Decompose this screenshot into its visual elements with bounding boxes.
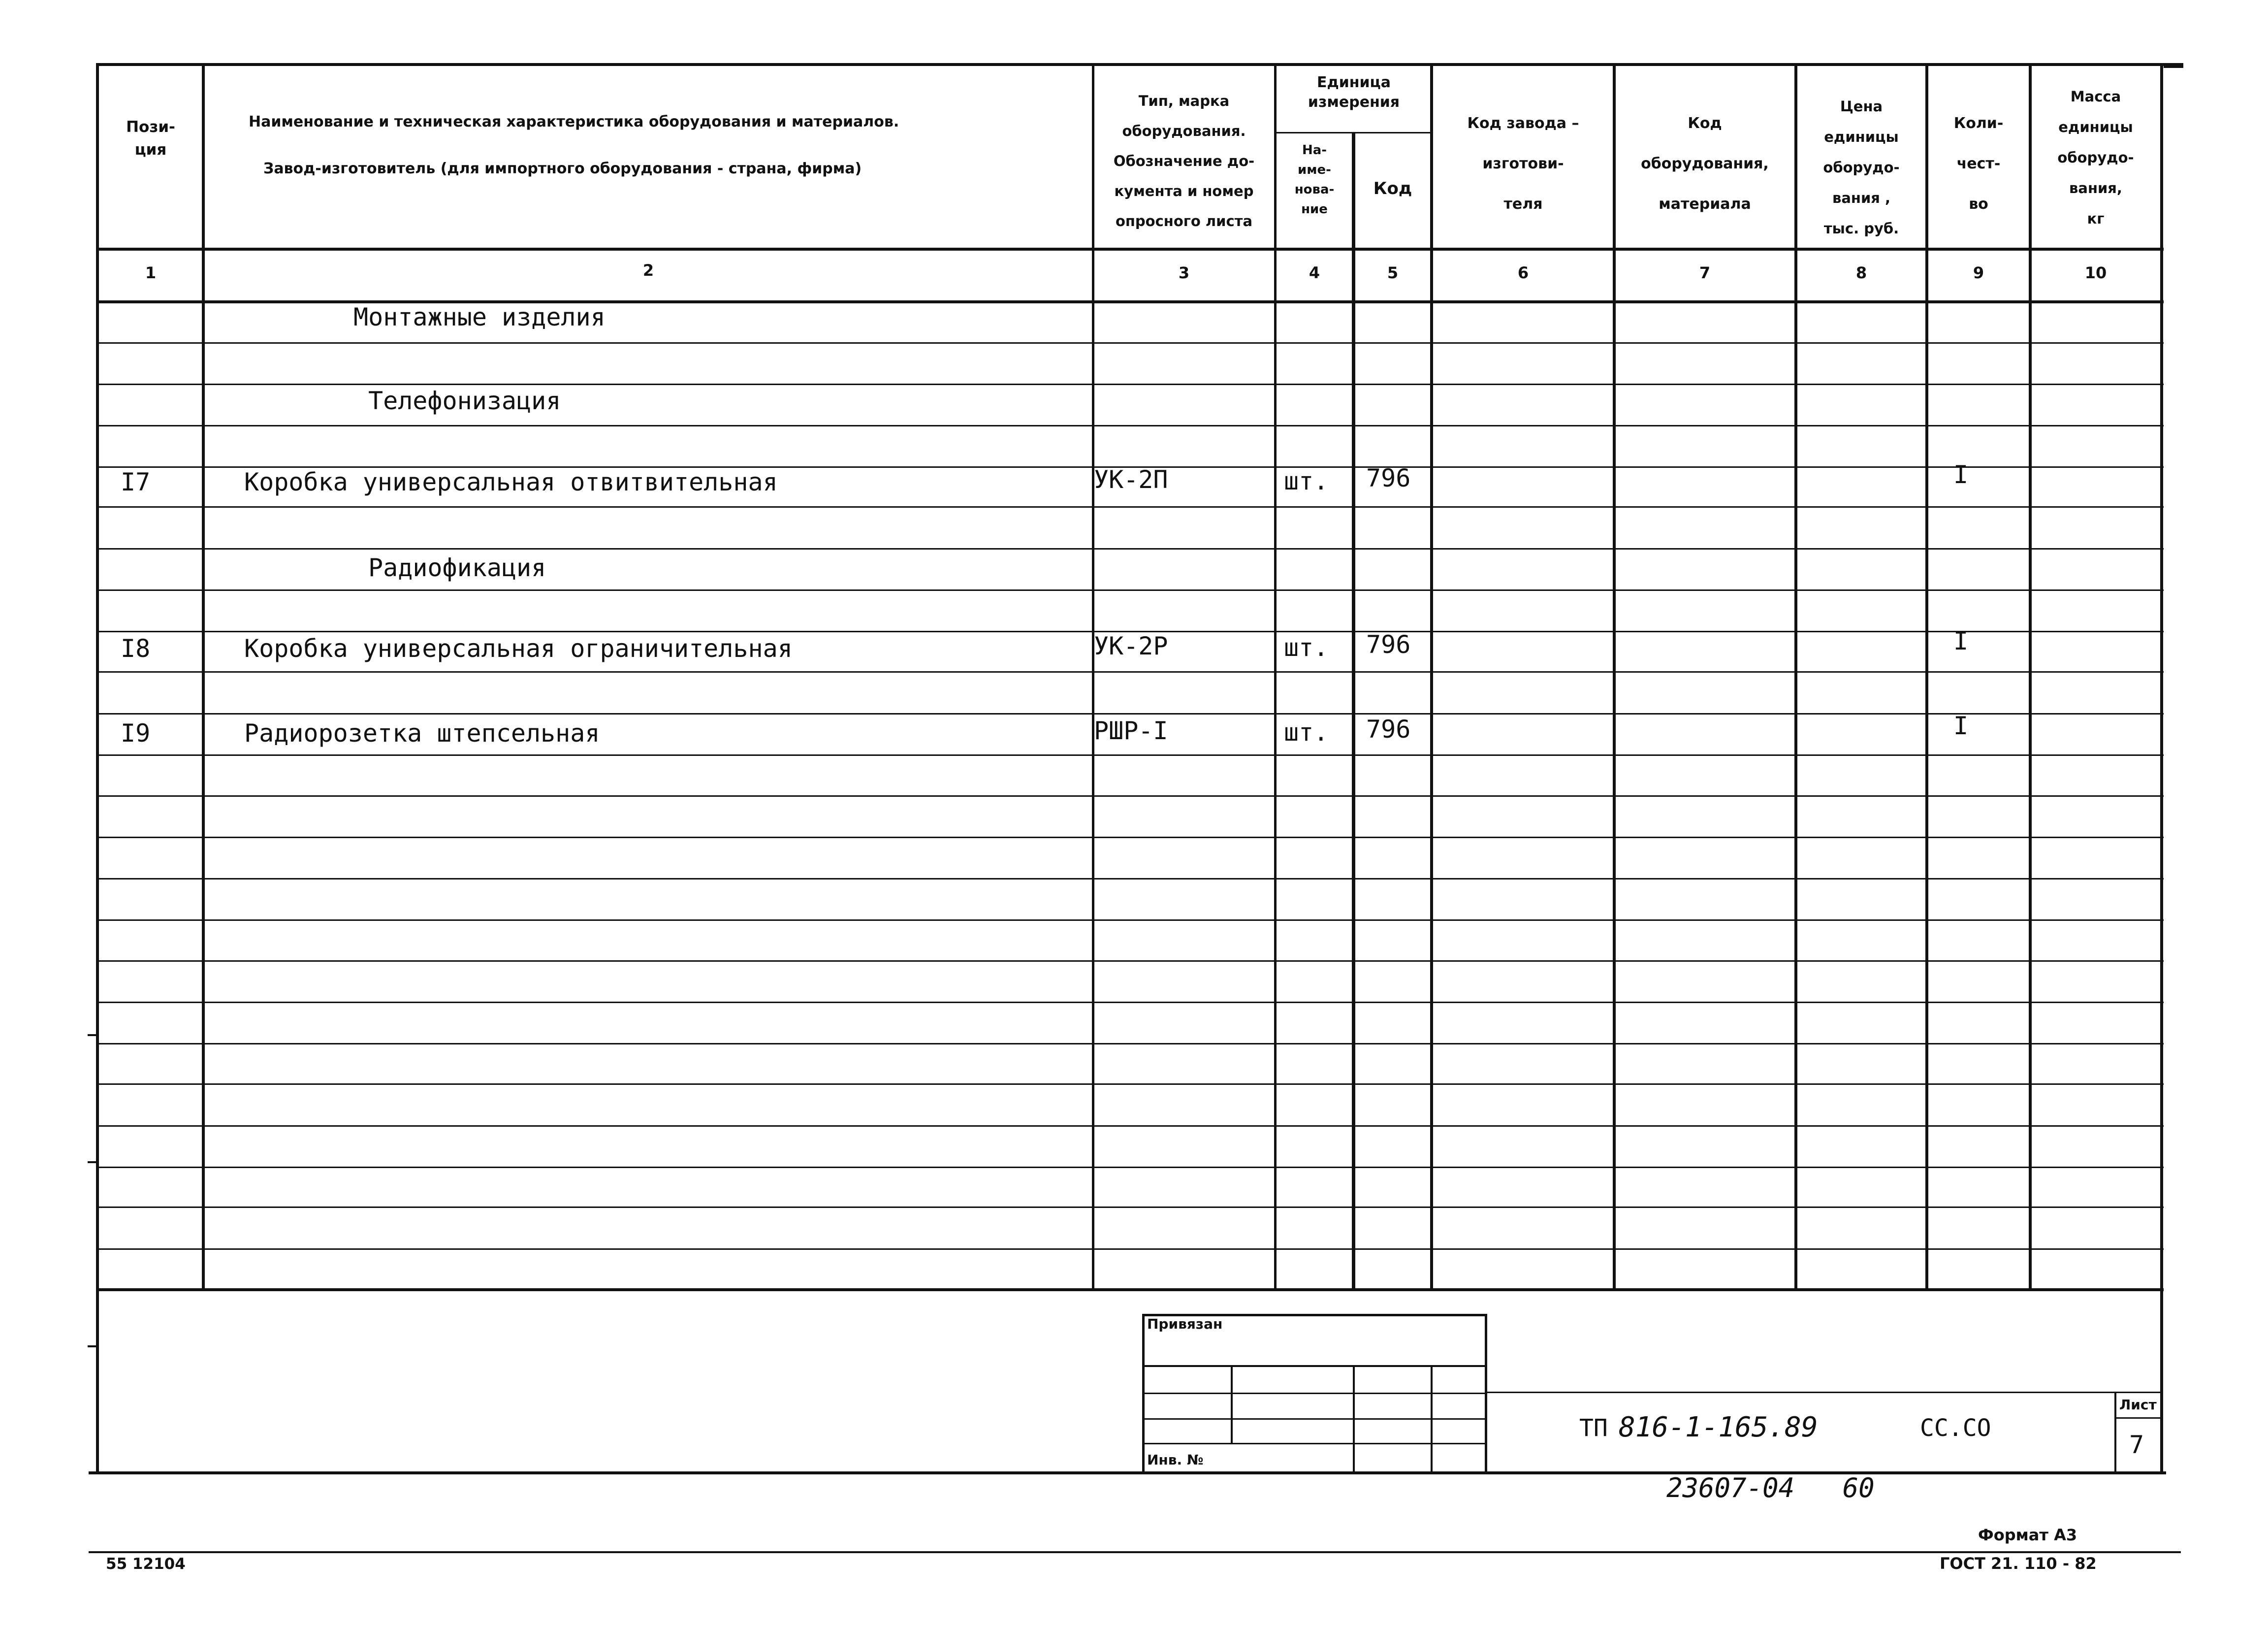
col-divider-7	[1794, 63, 1797, 1291]
header-type: Тип, марка оборудования. Обозначение до- кумента и номер опросного листа	[1113, 93, 1255, 229]
footer-line	[89, 1551, 2181, 1553]
col-divider-3	[1274, 63, 1277, 1291]
row-name: Коробка универсальная отвитвительная	[244, 468, 778, 496]
doc-number-prefix: ТП	[1579, 1414, 1608, 1442]
header-name-line1: Наименование и техническая характеристика оборудования и материалов.	[249, 113, 899, 130]
doc-number-handwritten: 816-1-165.89	[1619, 1411, 1818, 1443]
row-position: I8	[121, 634, 151, 663]
colnum-9: 9	[1973, 263, 1984, 282]
stamp-privyazan: Привязан	[1147, 1316, 1223, 1332]
header-mass: Масса единицы оборудо- вания, кг	[2057, 88, 2134, 227]
stamp-inv-no: Инв. №	[1147, 1452, 1204, 1468]
colnum-1: 1	[145, 263, 157, 282]
sheet-label: Лист	[2119, 1397, 2157, 1413]
row-position: I7	[121, 468, 151, 496]
row-type: УК-2П	[1094, 465, 1168, 494]
col-divider-1	[202, 63, 205, 1291]
header-price: Цена единицы оборудо- вания , тыс. руб.	[1823, 98, 1900, 237]
binding-mark	[88, 1034, 96, 1036]
row-unit-code: 796	[1366, 715, 1411, 744]
colnum-6: 6	[1517, 263, 1529, 282]
col-divider-2	[1092, 63, 1094, 1291]
header-equipment-code: Код оборудования, материала	[1641, 115, 1769, 213]
header-quantity: Коли- чест- во	[1953, 115, 2004, 213]
row-unit: шт.	[1284, 633, 1329, 662]
colnum-5: 5	[1387, 263, 1399, 282]
binding-mark	[88, 1345, 96, 1347]
row-quantity: I	[1953, 712, 1969, 740]
col-divider-9	[2029, 63, 2032, 1291]
row-unit-code: 796	[1366, 630, 1411, 659]
col-divider-5	[1430, 63, 1433, 1291]
colnum-3: 3	[1178, 263, 1190, 282]
row-quantity: I	[1953, 627, 1969, 655]
row-unit: шт.	[1284, 718, 1329, 747]
section-heading-mounting: Монтажные изделия	[353, 303, 606, 331]
colnum-8: 8	[1855, 263, 1867, 282]
row-name: Радиорозетка штепсельная	[244, 719, 600, 748]
table-bottom-border	[96, 1288, 2164, 1291]
table-top-border	[96, 63, 2183, 66]
header-bottom-line	[96, 248, 2164, 251]
header-unit-code: Код	[1373, 179, 1412, 198]
binding-mark	[88, 1161, 96, 1163]
row-quantity: I	[1953, 460, 1969, 489]
section-heading-telephony: Телефонизация	[368, 387, 561, 415]
header-unit-name: На- име- нова- ние	[1294, 143, 1335, 217]
colnum-10: 10	[2084, 263, 2107, 282]
col-divider-6	[1613, 63, 1616, 1291]
handwritten-inventory-number: 23607-04 60	[1666, 1472, 1875, 1503]
row-unit: шт.	[1284, 467, 1329, 495]
colnum-2: 2	[642, 261, 654, 280]
row-type: РШР-I	[1094, 717, 1168, 745]
row-type: УК-2Р	[1094, 632, 1168, 660]
footer-left-code: 55 12104	[106, 1555, 186, 1573]
row-unit-code: 796	[1366, 464, 1411, 492]
header-factory-code: Код завода – изготови- теля	[1467, 115, 1579, 213]
header-unit-group: Единица измерения	[1308, 74, 1400, 111]
doc-code: СС.СО	[1920, 1414, 1991, 1442]
header-position: Пози- ция	[126, 118, 175, 159]
colnum-7: 7	[1699, 263, 1711, 282]
colnum-4: 4	[1309, 263, 1320, 282]
footer-gost: ГОСТ 21. 110 - 82	[1940, 1554, 2097, 1573]
col-divider-4	[1352, 132, 1355, 1291]
col-divider-8	[1925, 63, 1928, 1291]
header-name-line2: Завод-изготовитель (для импортного оборудования - страна, фирма)	[263, 160, 862, 177]
row-position: I9	[121, 719, 151, 748]
top-right-tick	[2164, 66, 2183, 68]
footer-format: Формат А3	[1978, 1526, 2077, 1544]
section-heading-radio: Радиофикация	[368, 554, 546, 582]
row-name: Коробка универсальная ограничительная	[244, 634, 793, 663]
sheet-number: 7	[2129, 1431, 2144, 1459]
frame-right-border	[2160, 63, 2163, 1474]
